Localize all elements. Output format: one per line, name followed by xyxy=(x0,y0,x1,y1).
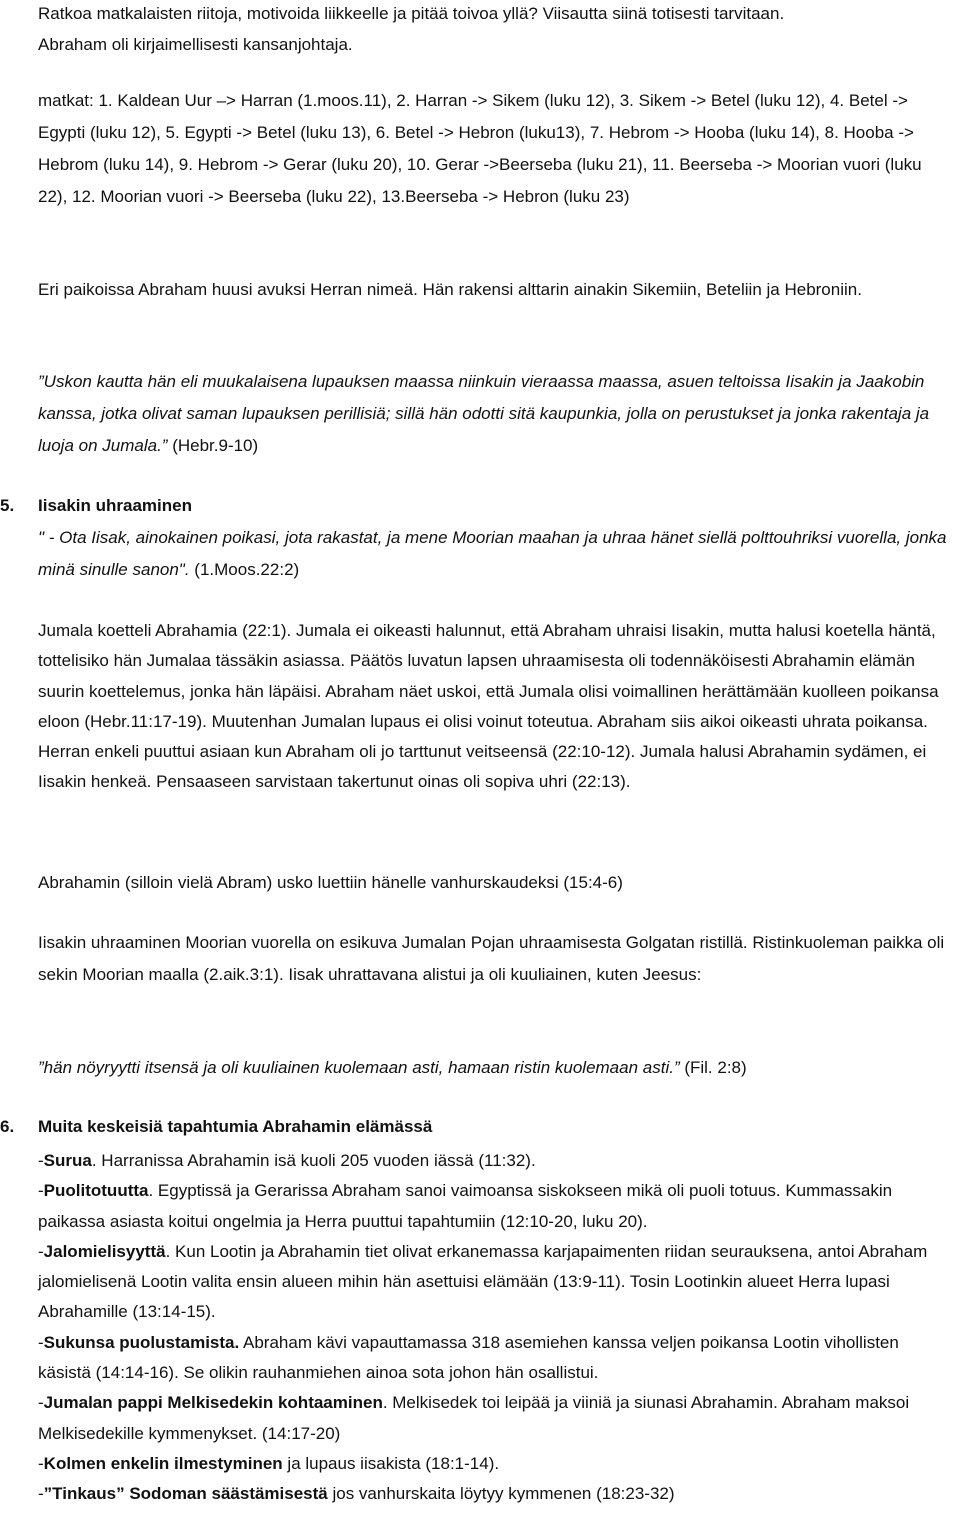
event-label: Jalomielisyyttä xyxy=(43,1241,166,1261)
event-text: . Harranissa Abrahamin isä kuoli 205 vuoden iässä (11:32). xyxy=(91,1151,536,1170)
event-text: Abraham kävi vapauttamassa 318 asemiehen kanssa veljen poikansa Lootin vihollisten käsistä (14:14-16). Se olikin rauhanmiehen ainoa sota johon hän osallistui. xyxy=(38,1332,899,1383)
event-text: . Egyptissä ja Gerarissa Abraham sanoi vaimoansa siskokseen mikä oli puoli totuus. Kummassakin paikassa asiasta koitui ongelmia ja Herra puuttui tapahtumiin (12:10-20, luku 20). xyxy=(38,1181,893,1231)
intro-line-2: Abraham oli kirjaimellisesti kansanjohtaja. xyxy=(38,35,353,54)
event-label: ”Tinkaus” Sodoman säästämisestä xyxy=(43,1484,328,1504)
event-label: Jumalan pappi Melkisedekin kohtaaminen xyxy=(43,1393,383,1413)
intro-paragraph xyxy=(38,0,950,60)
genesis-quote: " - Ota Iisak, ainokainen poikasi, jota rakastat, ja mene Moorian maahan ja uhraa hänet siellä polttouhriksi vuorella, jonka minä sinulle sanon". xyxy=(38,528,947,579)
hebrews-quote-paragraph xyxy=(38,366,950,462)
section-5-paragraph-3: Iisakin uhraaminen Moorian vuorella on esikuva Jumalan Pojan uhraamisesta Golgatan ristillä. Ristinkuoleman paikka oli sekin Moorian maalla (2.aik.3:1). Iisak uhrattavana alistui ja oli kuuliainen, kuten Jeesus: xyxy=(38,933,945,984)
altars-paragraph: Eri paikoissa Abraham huusi avuksi Herran nimeä. Hän rakensi alttarin ainakin Sikemiin, Beteliin ja Hebroniin. xyxy=(38,280,862,299)
section-5-title: Iisakin uhraaminen xyxy=(38,496,192,515)
list-item: -Surua. Harranissa Abrahamin isä kuoli 205 vuoden iässä (11:32). xyxy=(38,1151,536,1170)
journeys-label: matkat xyxy=(38,91,90,110)
list-item: -Jumalan pappi Melkisedekin kohtaaminen. Melkisedek toi leipää ja viiniä ja siunasi Abrahamin. Abraham maksoi Melkisedekille kymmenykset. (14:17-20) xyxy=(38,1393,910,1443)
section-5-number: 5. xyxy=(0,496,15,515)
philippians-quote: ”hän nöyryytti itsensä ja oli kuuliainen kuolemaan asti, hamaan ristin kuolemaan asti.” xyxy=(38,1058,680,1077)
section-6-title: Muita keskeisiä tapahtumia Abrahamin elämässä xyxy=(38,1117,433,1136)
intro-line-1: Ratkoa matkalaisten riitoja, motivoida liikkeelle ja pitää toivoa yllä? Viisautta siinä totisesti tarvitaan. xyxy=(38,4,785,23)
event-text: jos vanhurskaita löytyy kymmenen (18:23-32) xyxy=(327,1484,675,1504)
genesis-quote-reference: (1.Moos.22:2) xyxy=(189,560,300,579)
section-6-number: 6. xyxy=(0,1117,15,1136)
events-list xyxy=(38,1146,950,1510)
list-item: -”Tinkaus” Sodoman säästämisestä jos vanhurskaita löytyy kymmenen (18:23-32) xyxy=(38,1484,675,1504)
hebrews-quote: ”Uskon kautta hän eli muukalaisena lupauksen maassa niinkuin vieraassa maassa, asuen teltoissa Iisakin ja Jaakobin kanssa, jotka olivat saman lupauksen perillisiä; sillä hän odotti sitä kaupunkia, jolla on perustukset ja jonka rakentaja ja luoja on Jumala.” xyxy=(38,372,930,455)
section-5-paragraph-2: Abrahamin (silloin vielä Abram) usko luettiin hänelle vanhurskaudeksi (15:4-6) xyxy=(38,873,623,892)
philippians-quote-paragraph xyxy=(38,1052,950,1083)
event-label: Sukunsa puolustamista. xyxy=(43,1332,240,1352)
journeys-paragraph xyxy=(38,85,950,213)
event-label: Kolmen enkelin ilmestyminen xyxy=(43,1453,283,1473)
event-label: Puolitotuutta xyxy=(43,1181,149,1201)
event-text: ja lupaus iisakista (18:1-14). xyxy=(282,1453,500,1473)
list-item: -Jalomielisyyttä. Kun Lootin ja Abrahamin tiet olivat erkanemassa karjapaimenten riidan seurauksena, antoi Abraham jalomielisenä Lootin valita ensin alueen mihin hän asettuisi elämään (13:9-11). Tosin Lootinkin alueet Herra lupasi Abrahamille (13:14-15). xyxy=(38,1241,928,1322)
genesis-quote-paragraph xyxy=(38,522,950,586)
journeys-text: : 1. Kaldean Uur –> Harran (1.moos.11), 2. Harran -> Sikem (luku 12), 3. Sikem -> Betel (luku 12), 4. Betel -> Egypti (luku 12), 5. Egypti -> Betel (luku 13), 6. Betel -> Hebron (luku13), 7. Hebrom -> Hooba (luku 14), 8. Hooba -> Hebrom (luku 14), 9. Hebrom -> Gerar (luku 20), 10. Gerar ->Beerseba (luku 21), 11. Beerseba -> Moorian vuori (luku 22), 12. Moorian vuori -> Beerseba (luku 22), 13.Beerseba -> Hebron (luku 23) xyxy=(38,91,922,206)
section-5-paragraph-1: Jumala koetteli Abrahamia (22:1). Jumala ei oikeasti halunnut, että Abraham uhraisi Iisakin, mutta halusi koetella häntä, tottelisiko hän Jumalaa tässäkin asiassa. Päätös luvatun lapsen uhraamisesta oli todennäköisesti Abrahamin elämän suurin koettelemus, jonka hän läpäisi. Abraham näet uskoi, että Jumala olisi voimallinen herättämään kuolleen poikansa eloon (Hebr.11:17-19). Muutenhan Jumalan lupaus ei olisi voinut toteutua. Abraham siis aikoi oikeasti uhrata poikansa. Herran enkeli puuttui asiaan kun Abraham oli jo tarttunut veitseensä (22:10-12). Jumala halusi Abrahamin sydämen, ei Iisakin henkeä. Pensaaseen sarvistaan takertunut oinas oli sopiva uhri (22:13). xyxy=(38,621,939,792)
list-item: -Kolmen enkelin ilmestyminen ja lupaus iisakista (18:1-14). xyxy=(38,1453,500,1473)
list-item: -Sukunsa puolustamista. Abraham kävi vapauttamassa 318 asemiehen kanssa veljen poikansa Lootin vihollisten käsistä (14:14-16). Se olikin rauhanmiehen ainoa sota johon hän osallistui. xyxy=(38,1332,899,1383)
list-item: -Puolitotuutta. Egyptissä ja Gerarissa Abraham sanoi vaimoansa siskokseen mikä oli puoli totuus. Kummassakin paikassa asiasta koitui ongelmia ja Herra puuttui tapahtumiin (12:10-20, luku 20). xyxy=(38,1181,893,1231)
event-label: Surua xyxy=(43,1151,92,1170)
event-text: . Kun Lootin ja Abrahamin tiet olivat erkanemassa karjapaimenten riidan seurauksena, antoi Abraham jalomielisenä Lootin valita ensin alueen mihin hän asettuisi elämään (13:9-11). Tosin Lootinkin alueet Herra lupasi Abrahamille (13:14-15). xyxy=(38,1241,928,1322)
philippians-quote-reference: (Fil. 2:8) xyxy=(679,1058,747,1077)
event-text: . Melkisedek toi leipää ja viiniä ja siunasi Abrahamin. Abraham maksoi Melkisedekille kymmenykset. (14:17-20) xyxy=(38,1393,910,1443)
hebrews-quote-reference: (Hebr.9-10) xyxy=(167,436,259,455)
